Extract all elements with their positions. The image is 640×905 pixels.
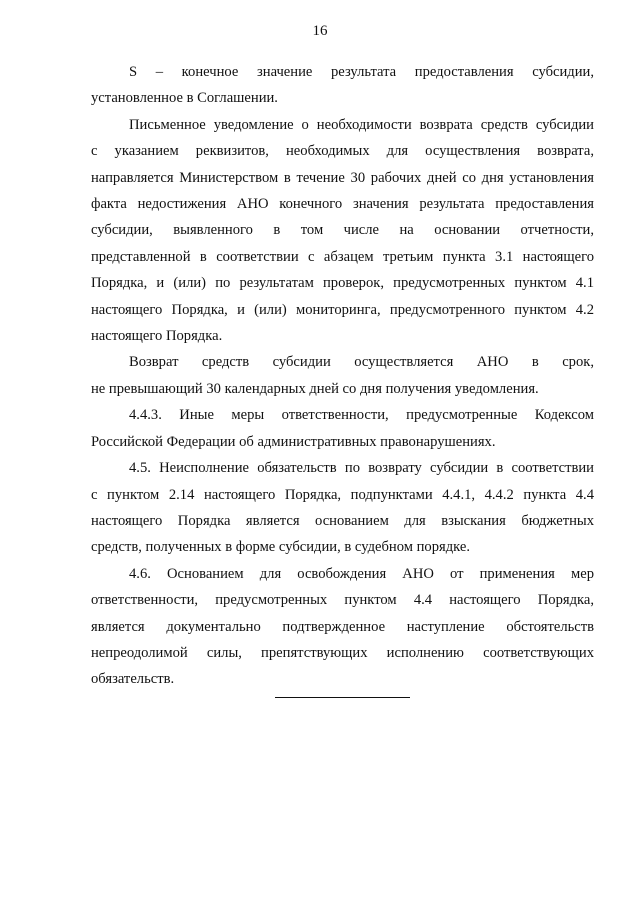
text-line: настоящего Порядка является основанием для взыскания бюджетных — [91, 512, 594, 529]
text-line: представленной в соответствии с абзацем третьим пункта 3.1 настоящего — [91, 248, 594, 265]
paragraph-refund-term — [91, 349, 594, 402]
paragraph-written-notice — [91, 112, 594, 350]
text-line: Порядка, и (или) по результатам проверок, предусмотренных пунктом 4.1 — [91, 275, 594, 292]
text-line: непреодолимой силы, препятствующих исполнению соответствующих — [91, 644, 594, 661]
text-line: Российской Федерации об административных правонарушениях. — [91, 433, 496, 450]
text-line: Письменное уведомление о необходимости возврата средств субсидии — [129, 116, 594, 133]
text-line: установленное в Соглашении. — [91, 90, 278, 107]
text-line: настоящего Порядка. — [91, 328, 223, 345]
document-body — [91, 59, 594, 693]
text-line: настоящего Порядка, и (или) мониторинга, предусмотренного пунктом 4.2 — [91, 301, 594, 318]
text-line: обязательств. — [91, 671, 175, 688]
text-line: Возврат средств субсидии осуществляется АНО в срок, — [129, 354, 594, 371]
text-line: S – конечное значение результата предоставления субсидии, — [129, 64, 594, 80]
text-line: 4.4.3. Иные меры ответственности, предусмотренные Кодексом — [129, 407, 594, 424]
paragraph-4-6 — [91, 561, 594, 693]
text-line: с пунктом 2.14 настоящего Порядка, подпунктами 4.4.1, 4.4.2 пункта 4.4 — [91, 486, 594, 503]
paragraph-4-5 — [91, 455, 594, 561]
text-line: не превышающий 30 календарных дней со дня получения уведомления. — [91, 380, 539, 397]
text-line: является документально подтвержденное наступление обстоятельств — [91, 618, 594, 635]
paragraph-4-4-3 — [91, 402, 594, 455]
end-rule-divider — [275, 697, 410, 698]
text-line: субсидии, выявленного в том числе на основании отчетности, — [91, 222, 594, 239]
page-number: 16 — [312, 23, 328, 39]
text-line: направляется Министерством в течение 30 рабочих дней со дня установления — [91, 169, 594, 186]
text-line: 4.6. Основанием для освобождения АНО от применения мер — [129, 565, 594, 582]
text-line: средств, полученных в форме субсидии, в судебном порядке. — [91, 539, 471, 556]
text-line: факта недостижения АНО конечного значения результата предоставления — [91, 196, 594, 213]
text-line: 4.5. Неисполнение обязательств по возврату субсидии в соответствии — [129, 460, 594, 477]
text-line: ответственности, предусмотренных пунктом 4.4 настоящего Порядка, — [91, 592, 594, 609]
paragraph-s-definition — [91, 59, 594, 112]
text-line: с указанием реквизитов, необходимых для осуществления возврата, — [91, 143, 594, 160]
